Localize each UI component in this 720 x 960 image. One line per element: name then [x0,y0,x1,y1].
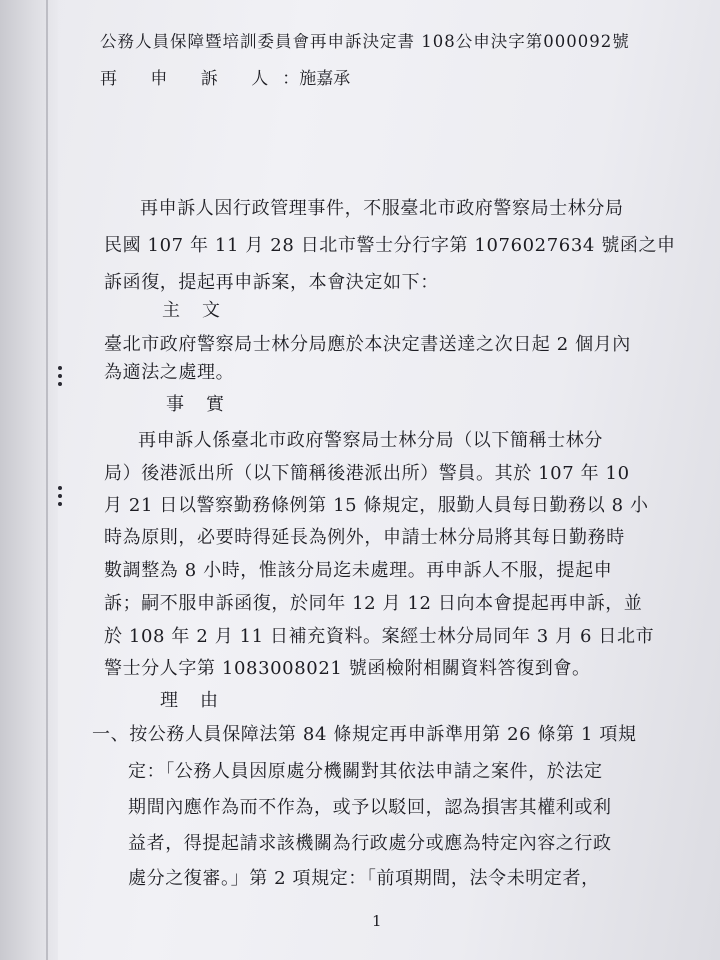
reasons-line: 一、按公務人員保障法第 84 條規定再申訴準用第 26 條第 1 項規 [92,724,637,745]
section-heading-facts: 事實 [166,394,246,415]
binding-hole [58,382,62,386]
main-line: 為適法之處理。 [104,362,235,383]
intro-line: 訴函復，提起再申訴案，本會決定如下： [104,272,439,293]
section-heading-main: 主文 [162,300,242,321]
page-edge [0,0,58,960]
document-title: 公務人員保障暨培訓委員會再申訴決定書 108公申決字第000092號 [100,32,630,51]
appellant-name: 施嘉承 [299,69,351,89]
section-heading-reasons: 理由 [160,690,240,711]
facts-line: 時為原則，必要時得延長為例外，申請士林分局將其每日勤務時 [104,527,625,548]
binding-hole [58,486,62,490]
reasons-line: 處分之復審。」第 2 項規定：「前項期間，法令未明定者， [128,868,600,889]
page-fold-line [46,0,48,960]
facts-line: 月 21 日以警察勤務條例第 15 條規定，服勤人員每日勤務以 8 小 [104,495,649,516]
binding-hole [58,494,62,498]
reasons-line: 益者，得提起請求該機關為行政處分或應為特定內容之行政 [128,833,612,854]
facts-line: 訴；嗣不服申訴函復，於同年 12 月 12 日向本會提起再申訴，並 [104,593,643,614]
facts-line: 再申訴人係臺北市政府警察局士林分局（以下簡稱士林分 [138,430,603,451]
binding-hole [58,366,62,370]
reasons-line: 期間內應作為而不作為，或予以駁回，認為損害其權利或利 [128,797,612,818]
facts-line: 警士分人字第 1083008021 號函檢附相關資料答復到會。 [104,658,591,679]
binding-hole [58,502,62,506]
binding-hole [58,374,62,378]
intro-line: 民國 107 年 11 月 28 日北市警士分行字第 1076027634 號函之申 [104,235,676,256]
intro-line: 再申訴人因行政管理事件，不服臺北市政府警察局士林分局 [140,198,624,219]
facts-line: 數調整為 8 小時，惟該分局迄未處理。再申訴人不服，提起申 [104,560,613,581]
facts-line: 於 108 年 2 月 11 日補充資料。案經士林分局同年 3 月 6 日北市 [104,626,655,647]
appellant-separator: ： [282,69,300,89]
facts-line: 局）後港派出所（以下簡稱後港派出所）警員。其於 107 年 10 [104,463,630,484]
page-number: 1 [372,912,382,930]
main-line: 臺北市政府警察局士林分局應於本決定書送達之次日起 2 個月內 [104,334,631,355]
appellant-line [100,64,350,89]
reasons-line: 定：「公務人員因原處分機關對其依法申請之案件，於法定 [128,761,603,782]
appellant-label: 再 申 訴 人 [100,69,283,89]
